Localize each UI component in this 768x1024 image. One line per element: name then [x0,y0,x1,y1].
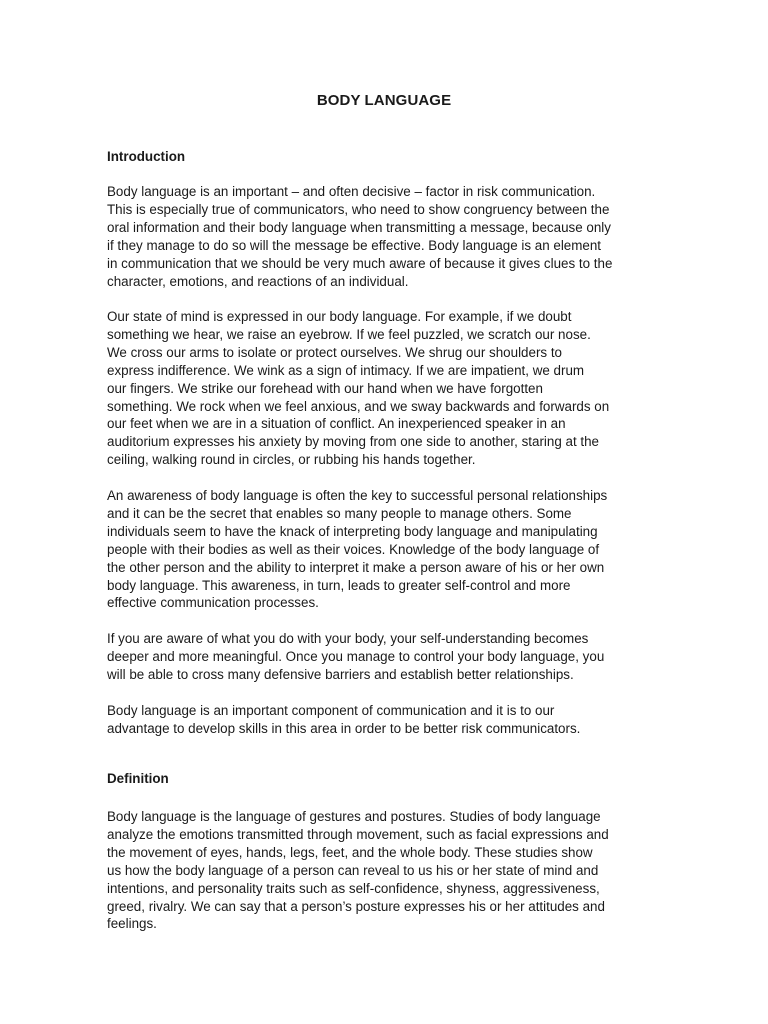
paragraph [107,702,661,738]
text-line: This is especially true of communicators, who need to show congruency between the [107,201,610,217]
text-line: the movement of eyes, hands, legs, feet, and the whole body. These studies show [107,844,593,860]
text-line: body language. This awareness, in turn, leads to greater self-control and more [107,577,571,593]
document-title: BODY LANGUAGE [316,92,452,109]
paragraph [107,630,661,684]
paragraph [107,183,661,290]
text-line: if they manage to do so will the message be effective. Body language is an element [107,237,602,253]
text-line: and it can be the secret that enables so many people to manage others. Some [107,505,572,521]
paragraph [107,808,661,933]
text-line: If you are aware of what you do with your body, your self-understanding becomes [107,631,589,646]
text-line: advantage to develop skills in this area in order to be better risk communicators. [107,720,581,736]
text-line: will be able to cross many defensive barriers and establish better relationships. [107,666,574,682]
text-line: Our state of mind is expressed in our body language. For example, if we doubt [107,309,572,324]
text-line: oral information and their body language when transmitting a message, because only [107,219,611,235]
text-line: feelings. [107,916,157,932]
text-line: our fingers. We strike our forehead with our hand when we have forgotten [107,380,543,396]
text-line: people with their bodies as well as their voices. Knowledge of the body language of [107,541,600,557]
text-line: analyze the emotions transmitted through movement, such as facial expressions and [107,826,609,842]
text-line: the other person and the ability to interpret it make a person aware of his or her own [107,559,605,575]
text-line: our feet when we are in a situation of conflict. An inexperienced speaker in an [107,416,566,432]
text-line: auditorium expresses his anxiety by moving from one side to another, staring at the [107,434,599,450]
text-line: deeper and more meaningful. Once you manage to control your body language, you [107,648,605,664]
text-line: An awareness of body language is often the key to successful personal relationships [107,488,608,503]
text-line: effective communication processes. [107,595,319,611]
text-line: We cross our arms to isolate or protect ourselves. We shrug our shoulders to [107,344,562,360]
text-line: greed, rivalry. We can say that a person’s posture expresses his or her attitudes and [107,898,605,914]
text-line: something we hear, we raise an eyebrow. If we feel puzzled, we scratch our nose. [107,326,591,342]
text-line: Body language is an important component of communication and it is to our [107,703,555,718]
text-line: express indifference. We wink as a sign of intimacy. If we are impatient, we drum [107,362,585,378]
section-heading-introduction: Introduction [107,149,186,164]
text-line: Body language is the language of gestures and postures. Studies of body language [107,809,601,824]
text-line: intentions, and personality traits such as self-confidence, shyness, aggressiveness, [107,880,600,896]
paragraph [107,487,661,612]
paragraph [107,308,661,469]
text-line: in communication that we should be very much aware of because it gives clues to the [107,255,613,271]
section-heading-definition: Definition [107,771,169,786]
text-line: character, emotions, and reactions of an individual. [107,273,409,289]
text-line: ceiling, walking round in circles, or rubbing his hands together. [107,452,476,468]
text-line: us how the body language of a person can reveal to us his or her state of mind and [107,862,599,878]
text-line: Body language is an important – and often decisive – factor in risk communication. [107,184,596,199]
text-line: individuals seem to have the knack of interpreting body language and manipulating [107,523,598,539]
text-line: something. We rock when we feel anxious, and we sway backwards and forwards on [107,398,610,414]
